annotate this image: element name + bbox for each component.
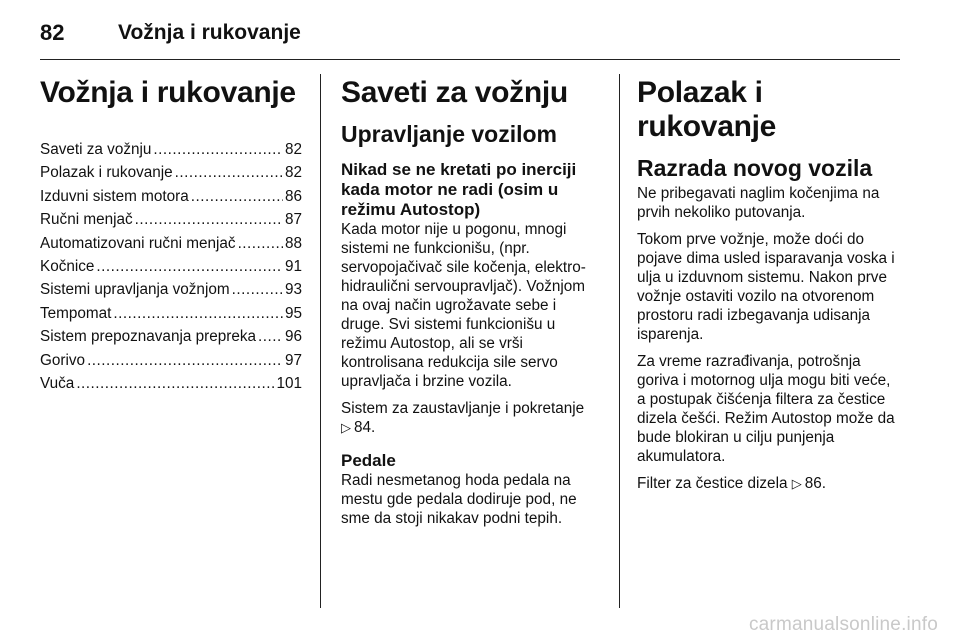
paragraph-stop-start-ref xyxy=(341,399,601,437)
toc-leader xyxy=(87,349,283,372)
driving-hints-column xyxy=(341,76,601,536)
toc-item[interactable] xyxy=(40,278,302,301)
toc-item[interactable] xyxy=(40,255,302,278)
triangle-right-icon: ▷ xyxy=(791,476,802,491)
toc-item[interactable] xyxy=(40,185,302,208)
paragraph-diesel-filter-ref xyxy=(637,474,903,493)
paragraph-pedals: Radi nesmetanog hoda pedala na mestu gde pedala dodiruje pod, ne sme da stoji nikakav podni tepih. xyxy=(341,472,577,527)
toc-leader xyxy=(232,278,283,301)
paragraph-braking: Ne pribegavati naglim kočenjima na prvih nekoliko putovanja. xyxy=(637,185,880,221)
toc-page: 86 xyxy=(284,187,302,205)
header-divider xyxy=(40,59,900,60)
toc-page: 87 xyxy=(284,211,302,229)
subsection-title-running-in: Razrada novog vozila xyxy=(637,155,873,181)
toc-page: 95 xyxy=(284,304,302,322)
toc-label: Polazak i rukovanje xyxy=(40,164,173,182)
toc-leader xyxy=(258,325,283,348)
toc-page: 82 xyxy=(284,141,302,158)
paragraph-smoke: Tokom prve vožnje, može doći do pojave dima usled isparavanja voska i ulja u izduvnom sistemu. Nakon prve vožnje ostaviti vozilo na otvorenom prostoru radi izbegavanja udisanja isparenja. xyxy=(637,231,895,343)
toc-item[interactable] xyxy=(40,302,302,325)
toc-leader xyxy=(238,232,283,255)
paragraph-no-coasting: Kada motor nije u pogonu, mnogi sistemi ne funkcionišu, (npr. servopojačivač sile kočenja, elektro-hidraulični servoupravljač). Vožnjom na ovaj način ugrožavate sebe i druge. Svi sistemi funkcionišu u režimu Autostop, ali se vrši kontrolisana redukcija sile servo upravljača i brzine vozila. xyxy=(341,221,586,390)
toc-leader xyxy=(191,185,283,208)
subsection-title-vehicle-control: Upravljanje vozilom xyxy=(341,121,558,147)
toc-label: Kočnice xyxy=(40,258,95,276)
heading-no-coasting: Nikad se ne kretati po inerciji kada motor ne radi (osim u režimu Autostop) xyxy=(341,160,577,219)
toc-item[interactable] xyxy=(40,325,302,348)
table-of-contents xyxy=(40,138,302,395)
section-title-driving-hints: Saveti za vožnju xyxy=(341,76,568,109)
running-title: Vožnja i rukovanje xyxy=(118,21,301,44)
toc-item[interactable] xyxy=(40,372,302,395)
toc-page: 93 xyxy=(284,281,302,299)
page-number: 82 xyxy=(40,20,65,45)
page-link-86[interactable]: 86. xyxy=(804,475,826,492)
toc-item[interactable] xyxy=(40,349,302,372)
toc-label: Automatizovani ručni menjač xyxy=(40,234,236,252)
toc-label: Saveti za vožnju xyxy=(40,141,152,158)
toc-page: 96 xyxy=(284,328,302,346)
toc-label: Izduvni sistem motora xyxy=(40,187,189,205)
toc-leader xyxy=(96,255,283,278)
toc-item[interactable] xyxy=(40,138,302,161)
column-divider-1 xyxy=(320,74,321,608)
toc-leader xyxy=(175,161,283,184)
toc-label: Ručni menjač xyxy=(40,211,133,229)
triangle-right-icon: ▷ xyxy=(341,420,351,435)
toc-column xyxy=(40,76,302,395)
toc-leader xyxy=(153,138,283,161)
starting-column xyxy=(637,76,903,501)
toc-leader xyxy=(113,302,283,325)
watermark: carmanualsonline.info xyxy=(748,614,938,635)
ref-text: Filter za čestice dizela xyxy=(637,475,788,492)
chapter-title: Vožnja i rukovanje xyxy=(40,76,296,109)
toc-label: Sistem prepoznavanja prepreka xyxy=(40,328,256,346)
toc-label: Gorivo xyxy=(40,351,86,369)
toc-leader xyxy=(135,208,283,231)
page-header xyxy=(40,18,301,48)
toc-label: Tempomat xyxy=(40,304,112,322)
toc-item[interactable] xyxy=(40,208,302,231)
toc-page: 101 xyxy=(276,375,302,393)
toc-leader xyxy=(76,372,274,395)
toc-item[interactable] xyxy=(40,232,302,255)
section-title-starting: Polazak i rukovanje xyxy=(637,76,777,143)
toc-item[interactable] xyxy=(40,161,302,184)
toc-page: 82 xyxy=(284,164,302,182)
column-divider-2 xyxy=(619,74,620,608)
page-link-84[interactable]: 84. xyxy=(354,419,376,436)
toc-page: 97 xyxy=(284,351,302,369)
toc-page: 91 xyxy=(284,258,302,276)
toc-label: Sistemi upravljanja vožnjom xyxy=(40,281,230,299)
toc-label: Vuča xyxy=(40,375,75,393)
ref-text: Sistem za zaustavljanje i pokretanje xyxy=(341,400,585,417)
toc-page: 88 xyxy=(284,234,302,252)
heading-pedals: Pedale xyxy=(341,451,396,470)
paragraph-consumption: Za vreme razrađivanja, potrošnja goriva i motornog ulja mogu biti veće, a postupak čišćenja filtera za čestice dizela češći. Režim Autostop može da bude blokiran u cilju punjenja akumulatora. xyxy=(637,353,895,465)
